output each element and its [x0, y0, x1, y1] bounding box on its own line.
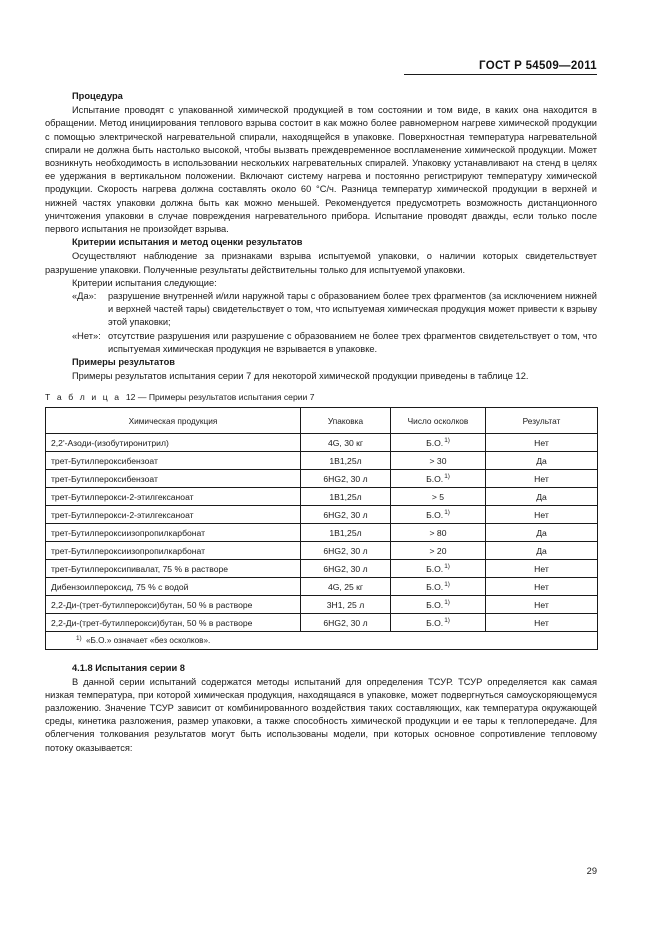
footnote-reference: 1) [444, 617, 450, 625]
footnote-reference: 1) [444, 563, 450, 571]
criteria-term-yes: «Да»: [72, 291, 97, 302]
table-row [46, 578, 598, 596]
fragment-count-value: > 5 [431, 491, 445, 502]
table-caption-text: Примеры результатов испытания серии 7 [148, 392, 315, 403]
paragraph-criteria-lead-in: Критерии испытания следующие: [72, 277, 217, 288]
cell-packaging: 6HG2, 30 л [301, 542, 391, 560]
cell-chemical-product: трет-Бутилпероксиизопропилкарбонат [46, 524, 301, 542]
cell-fragment-count [391, 614, 486, 632]
fragment-count-value: > 80 [429, 527, 447, 538]
criteria-definition-list [45, 290, 597, 356]
table-row [46, 470, 598, 488]
table-row [46, 506, 598, 524]
paragraph-series-8: В данной серии испытаний содержатся методы испытаний для определения ТСУР. ТСУР определяется как самая низкая температура, при которой химическая продукция, находящаяся в упаковке, может подвергнуться самоускоряющемуся разложению. Значение ТСУР зависит от комбинированного воздействия таких составляющих, как температура окружающей среды, кинетика разложения, размер упаковки, а также способность химической продукции и ее тары к теплопередаче. Для облегчения толкования результатов могут быть использованы модели, при которых основное сопротивление тепловому потоку оказывается: [45, 676, 597, 753]
page-number: 29 [586, 866, 597, 876]
heading-series-8: 4.1.8 Испытания серии 8 [72, 663, 185, 674]
criteria-definition-yes: разрушение внутренней и/или наружной тары с образованием более трех фрагментов (за исключением нижней и верхней частей тары) свидетельствует о том, что испытуемая химическая продукция может привести к взрыву этой упаковки; [108, 291, 597, 328]
paragraph-procedure: Испытание проводят с упакованной химической продукцией в том состоянии и том виде, в каких она находится в обращении. Метод инициирования теплового взрыва состоит в как можно более равномерном нагреве химической продукции с помощью электрической нагревательной спирали, находящейся в упаковке. Поверхностная температура нагревательной спирали не должна быть настолько высокой, чтобы вызвать преждевременное воспламенение химической продукции. Может возникнуть необходимость в использовании нескольких нагревательных спиралей. Упаковку устанавливают на стенд в целях ее удержания в вертикальном положении. Включают систему нагрева и постоянно регистрируют температуру химической продукции. Скорость нагрева должна составлять около 60 °С/ч. Разница температур химической продукции в верхней и нижней частях упаковки должна быть как можно меньшей. Рекомендуется предусмотреть возможность дистанционного уничтожения упаковки в случае повреждения нагревательного прибора. Испытание проводят дважды, если только после первого испытания не произойдет взрыва. [45, 105, 597, 235]
cell-chemical-product: трет-Бутилпероксибензоат [46, 470, 301, 488]
fragment-count-value: Б.О. [426, 599, 444, 610]
cell-result: Нет [486, 470, 598, 488]
paragraph-test-criteria: Осуществляют наблюдение за признаками взрыва испытуемой упаковки, о наличии которых свидетельствует разрушение упаковки. Полученные результаты действительны только для испытуемой упаковки. [45, 251, 597, 275]
table-row [46, 596, 598, 614]
cell-result: Нет [486, 596, 598, 614]
fragment-count-value: Б.О. [426, 617, 444, 628]
heading-procedure: Процедура [72, 91, 123, 101]
cell-result: Нет [486, 506, 598, 524]
table-row [46, 560, 598, 578]
table-row [46, 452, 598, 470]
cell-fragment-count [391, 596, 486, 614]
cell-result: Да [486, 488, 598, 506]
cell-fragment-count [391, 452, 486, 470]
cell-fragment-count [391, 560, 486, 578]
results-table [45, 407, 598, 650]
cell-chemical-product: трет-Бутилперокси-2-этилгексаноат [46, 488, 301, 506]
table-caption-dash: — [137, 392, 147, 403]
criteria-term-no: «Нет»: [72, 330, 101, 341]
footnote-marker: 1) [76, 634, 82, 642]
cell-result: Да [486, 542, 598, 560]
cell-packaging: 1В1,25л [301, 488, 391, 506]
criteria-definition-no: отсутствие разрушения или разрушение с образованием не более трех фрагментов свидетельствует о том, что испытуемая химическая продукция не взрывается в упаковке. [108, 330, 597, 354]
page-header [45, 56, 597, 74]
cell-fragment-count [391, 470, 486, 488]
cell-result: Нет [486, 434, 598, 452]
footnote-reference: 1) [444, 473, 450, 481]
cell-fragment-count [391, 488, 486, 506]
table-row [46, 434, 598, 452]
cell-packaging: 1В1,25л [301, 452, 391, 470]
cell-packaging: 4G, 25 кг [301, 578, 391, 596]
footnote-reference: 1) [444, 437, 450, 445]
fragment-count-value: > 20 [429, 545, 447, 556]
table-row [46, 488, 598, 506]
cell-result: Да [486, 452, 598, 470]
footnote-text: «Б.О.» означает «без осколков». [85, 636, 211, 646]
paragraph-example-results: Примеры результатов испытания серии 7 для некоторой химической продукции приведены в таблице 12. [72, 371, 529, 382]
footnote-reference: 1) [444, 599, 450, 607]
cell-packaging: 6HG2, 30 л [301, 560, 391, 578]
footnote-reference: 1) [444, 581, 450, 589]
cell-packaging: 6HG2, 30 л [301, 506, 391, 524]
criteria-item-no [45, 330, 597, 356]
column-header-chemical-product: Химическая продукция [46, 408, 301, 434]
fragment-count-value: Б.О. [426, 473, 444, 484]
cell-chemical-product: трет-Бутилпероксибензоат [46, 452, 301, 470]
table-body [46, 434, 598, 650]
page-content [45, 90, 597, 755]
table-caption [45, 391, 597, 403]
cell-fragment-count [391, 524, 486, 542]
cell-result: Да [486, 524, 598, 542]
table-row [46, 614, 598, 632]
column-header-fragment-count: Число осколков [391, 408, 486, 434]
standard-designation: ГОСТ Р 54509—2011 [479, 60, 597, 72]
cell-fragment-count [391, 434, 486, 452]
cell-chemical-product: 2,2-Ди-(трет-бутилперокси)бутан, 50 % в растворе [46, 596, 301, 614]
table-header-row-group [46, 408, 598, 434]
cell-chemical-product: трет-Бутилпероксиизопропилкарбонат [46, 542, 301, 560]
heading-test-criteria: Критерии испытания и метод оценки результатов [72, 237, 303, 248]
table-row [46, 524, 598, 542]
cell-fragment-count [391, 578, 486, 596]
cell-result: Нет [486, 614, 598, 632]
cell-chemical-product: 2,2'-Азоди-(изобутиронитрил) [46, 434, 301, 452]
cell-chemical-product: 2,2-Ди-(трет-бутилперокси)бутан, 50 % в растворе [46, 614, 301, 632]
cell-result: Нет [486, 560, 598, 578]
cell-fragment-count [391, 542, 486, 560]
footnote-reference: 1) [444, 509, 450, 517]
table-caption-label: Т а б л и ц а [45, 392, 122, 403]
fragment-count-value: Б.О. [426, 581, 444, 592]
table-caption-number: 12 [125, 392, 136, 403]
cell-table-footnote [46, 632, 598, 650]
cell-chemical-product: трет-Бутилперокси-2-этилгексаноат [46, 506, 301, 524]
cell-packaging: 6HG2, 30 л [301, 470, 391, 488]
table-footnote-row [46, 632, 598, 650]
header-rule [404, 74, 597, 75]
cell-packaging: 4G, 30 кг [301, 434, 391, 452]
cell-fragment-count [391, 506, 486, 524]
fragment-count-value: > 30 [429, 455, 447, 466]
table-row [46, 542, 598, 560]
cell-packaging: 6HG2, 30 л [301, 614, 391, 632]
fragment-count-value: Б.О. [426, 563, 444, 574]
cell-result: Нет [486, 578, 598, 596]
fragment-count-value: Б.О. [426, 509, 444, 520]
cell-packaging: 1В1,25л [301, 524, 391, 542]
table-header-row [46, 408, 598, 434]
cell-chemical-product: трет-Бутилпероксипивалат, 75 % в растворе [46, 560, 301, 578]
cell-chemical-product: Дибензоилпероксид, 75 % с водой [46, 578, 301, 596]
criteria-item-yes [45, 290, 597, 330]
heading-example-results: Примеры результатов [72, 357, 175, 368]
column-header-result: Результат [486, 408, 598, 434]
fragment-count-value: Б.О. [426, 437, 444, 448]
column-header-packaging: Упаковка [301, 408, 391, 434]
cell-packaging: 3Н1, 25 л [301, 596, 391, 614]
